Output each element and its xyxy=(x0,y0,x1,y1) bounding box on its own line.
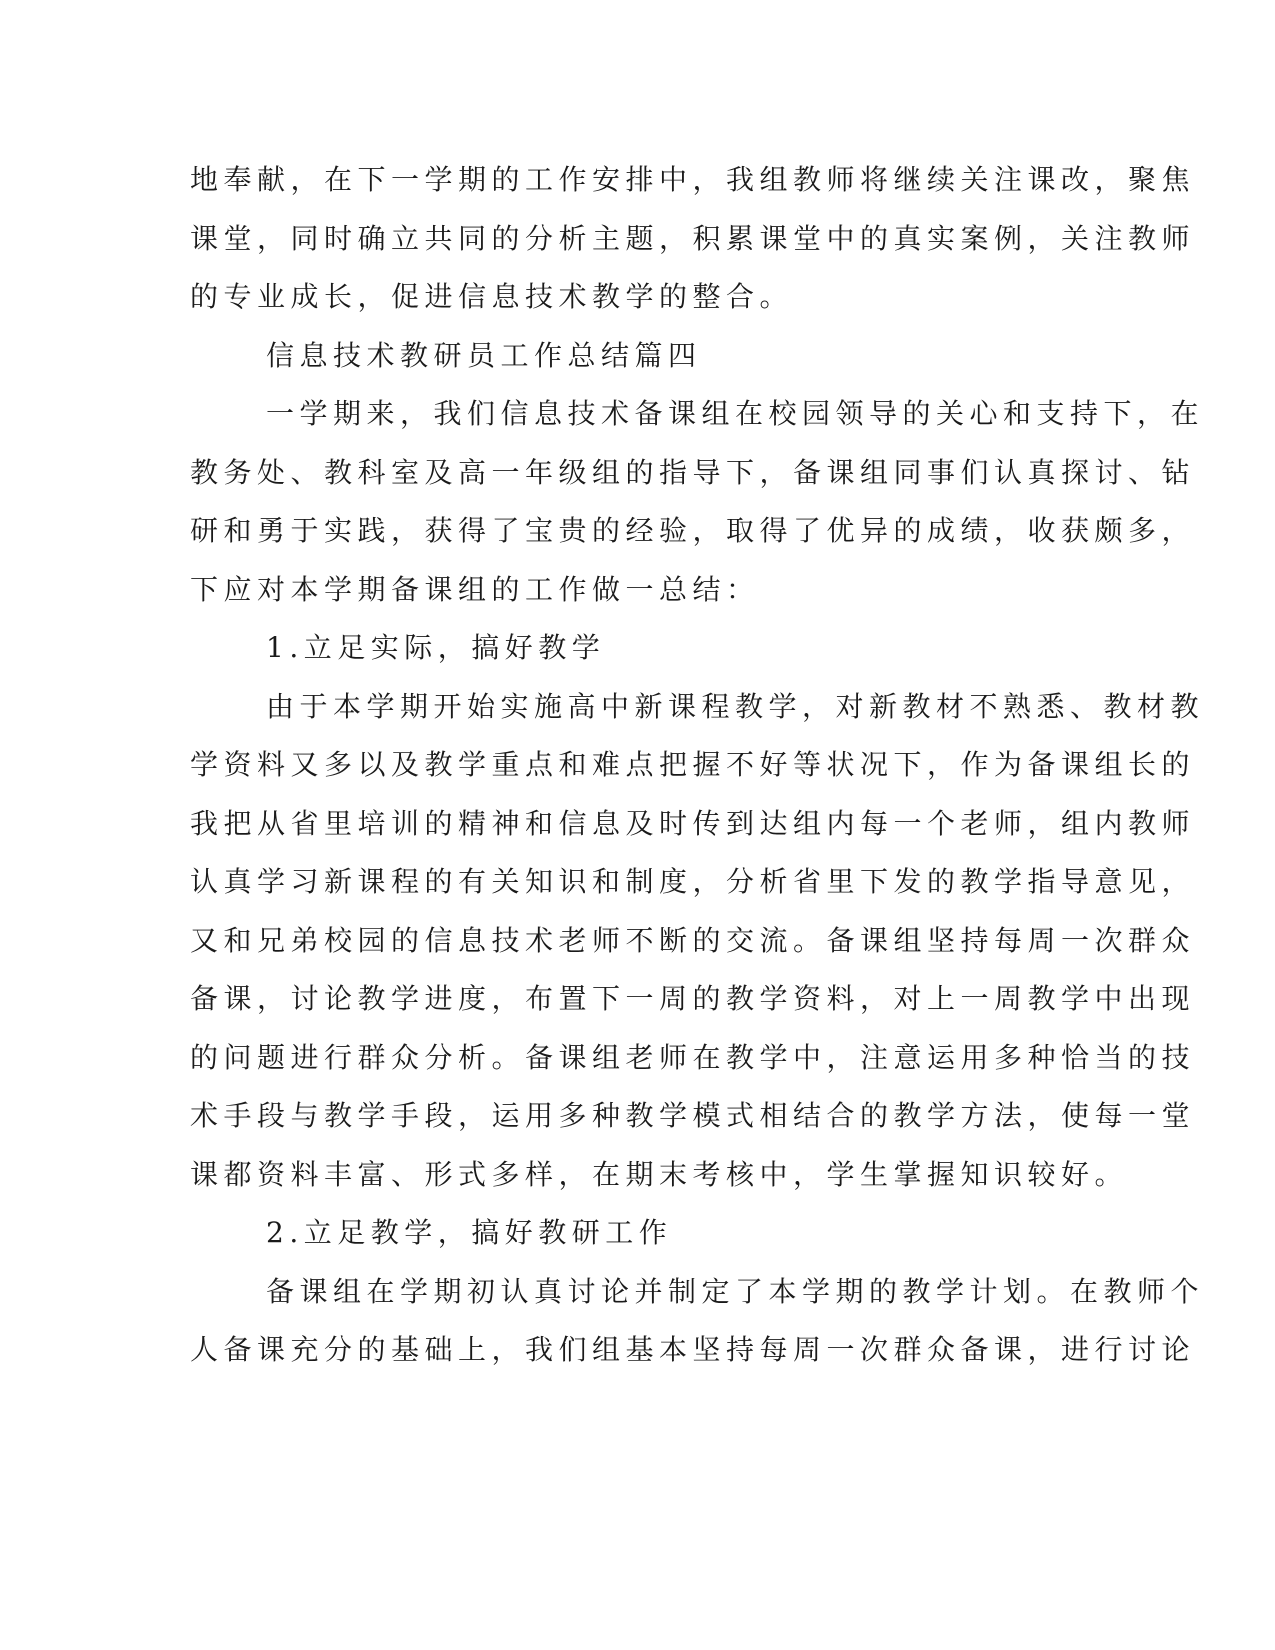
body-line: 研和勇于实践，获得了宝贵的经验，取得了优异的成绩，收获颇多， xyxy=(190,514,1196,547)
body-line: 我把从省里培训的精神和信息及时传到达组内每一个老师，组内教师 xyxy=(190,807,1196,840)
body-line: 的专业成长，促进信息技术教学的整合。 xyxy=(190,280,794,313)
subheading: 2.立足教学，搞好教研工作 xyxy=(266,1216,673,1249)
body-line: 的问题进行群众分析。备课组老师在教学中，注意运用多种恰当的技 xyxy=(190,1041,1196,1074)
subheading: 1.立足实际，搞好教学 xyxy=(266,631,606,664)
body-line: 又和兄弟校园的信息技术老师不断的交流。备课组坚持每周一次群众 xyxy=(190,924,1196,957)
body-line: 术手段与教学手段，运用多种教学模式相结合的教学方法，使每一堂 xyxy=(190,1099,1196,1132)
paragraph-first-line: 由于本学期开始实施高中新课程教学，对新教材不熟悉、教材教 xyxy=(266,690,1205,723)
paragraph-first-line: 备课组在学期初认真讨论并制定了本学期的教学计划。在教师个 xyxy=(266,1275,1205,1308)
body-line: 教务处、教科室及高一年级组的指导下，备课组同事们认真探讨、钻 xyxy=(190,456,1196,489)
body-line: 学资料又多以及教学重点和难点把握不好等状况下，作为备课组长的 xyxy=(190,748,1196,781)
body-line: 课都资料丰富、形式多样，在期末考核中，学生掌握知识较好。 xyxy=(190,1158,1129,1191)
body-line: 下应对本学期备课组的工作做一总结： xyxy=(190,573,760,606)
body-line: 课堂，同时确立共同的分析主题，积累课堂中的真实案例，关注教师 xyxy=(190,222,1196,255)
body-line: 认真学习新课程的有关知识和制度，分析省里下发的教学指导意见， xyxy=(190,865,1196,898)
paragraph-first-line: 一学期来，我们信息技术备课组在校园领导的关心和支持下，在 xyxy=(266,397,1205,430)
body-line: 地奉献，在下一学期的工作安排中，我组教师将继续关注课改，聚焦 xyxy=(190,163,1196,196)
section-heading: 信息技术教研员工作总结篇四 xyxy=(266,339,702,372)
body-line: 人备课充分的基础上，我们组基本坚持每周一次群众备课，进行讨论 xyxy=(190,1333,1196,1366)
body-line: 备课，讨论教学进度，布置下一周的教学资料，对上一周教学中出现 xyxy=(190,982,1196,1015)
